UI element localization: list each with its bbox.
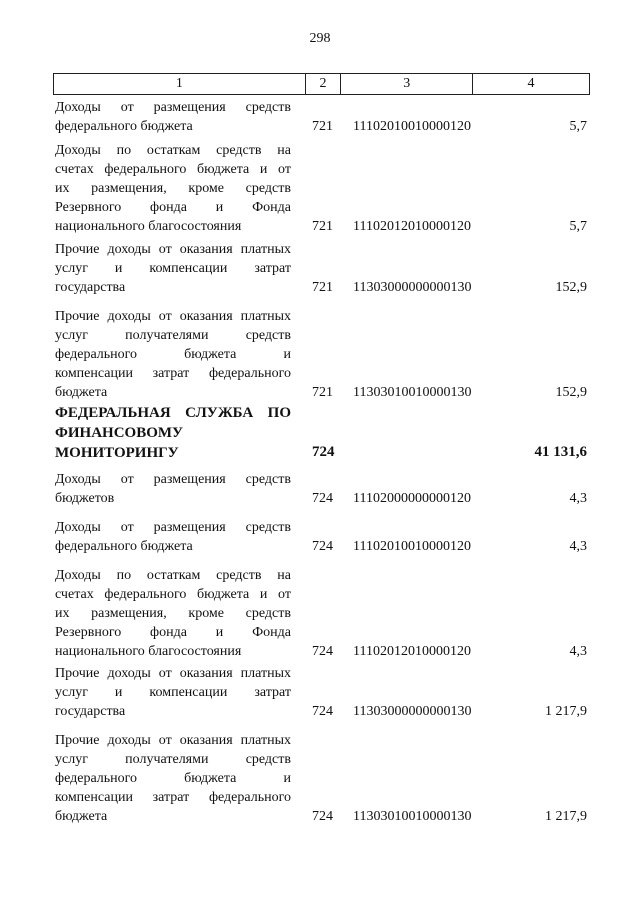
row-name-line: услуг получателями средств	[55, 752, 291, 767]
row-revenue-code: 11303010010000130	[353, 809, 472, 824]
row-revenue-code: 11102012010000120	[353, 219, 471, 234]
row-name-line: Резервного фонда и Фонда	[55, 625, 291, 640]
header-col-3: 3	[341, 74, 473, 94]
row-revenue-code: 11102012010000120	[353, 644, 471, 659]
table-row	[55, 470, 587, 508]
row-name-line: компенсации затрат федерального	[55, 790, 291, 805]
row-revenue-code: 11102010010000120	[353, 119, 471, 134]
row-name-line: федерального бюджета и	[55, 771, 291, 786]
table-row	[55, 98, 587, 136]
row-name-line: Прочие доходы от оказания платных	[55, 666, 291, 681]
row-amount: 1 217,9	[545, 704, 587, 719]
row-name-line: услуг и компенсации затрат	[55, 685, 291, 700]
row-name-line: бюджетов	[55, 491, 115, 506]
row-name	[55, 566, 291, 661]
row-revenue-code: 11303000000000130	[353, 704, 472, 719]
row-name-line: национального благосостояния	[55, 219, 242, 234]
row-name-line: Прочие доходы от оказания платных	[55, 242, 291, 257]
row-amount: 152,9	[555, 280, 587, 295]
row-name-line: Доходы по остаткам средств на	[55, 568, 291, 583]
table-row	[55, 240, 587, 297]
row-name	[55, 240, 291, 297]
row-name	[55, 403, 291, 463]
row-revenue-code: 11102000000000120	[353, 491, 471, 506]
header-col-1: 1	[54, 74, 306, 94]
row-amount: 41 131,6	[534, 444, 587, 460]
row-name-line: Резервного фонда и Фонда	[55, 200, 291, 215]
row-revenue-code: 11303000000000130	[353, 280, 472, 295]
row-name	[55, 731, 291, 826]
row-name-line: федерального бюджета	[55, 539, 193, 554]
row-name-line: бюджета	[55, 385, 108, 400]
row-name-line: Прочие доходы от оказания платных	[55, 309, 291, 324]
row-name	[55, 98, 291, 136]
row-name-line: их размещения, кроме средств	[55, 606, 291, 621]
table-row	[55, 518, 587, 556]
page-number: 298	[309, 31, 331, 46]
row-name-line: федерального бюджета и	[55, 347, 291, 362]
row-name	[55, 470, 291, 508]
row-name-line: счетах федерального бюджета и от	[55, 587, 291, 602]
table-row	[55, 403, 587, 463]
row-name-line: услуг и компенсации затрат	[55, 261, 291, 276]
row-amount: 5,7	[569, 119, 587, 134]
row-name-line: Доходы по остаткам средств на	[55, 143, 291, 158]
row-name-line: Доходы от размещения средств	[55, 520, 291, 535]
row-name	[55, 518, 291, 556]
row-name-line: федерального бюджета	[55, 119, 193, 134]
row-admin-code: 721	[312, 119, 333, 134]
row-admin-code: 724	[312, 644, 333, 659]
row-name-line: счетах федерального бюджета и от	[55, 162, 291, 177]
row-admin-code: 721	[312, 219, 333, 234]
table-row	[55, 141, 587, 236]
row-admin-code: 724	[312, 809, 333, 824]
row-amount: 4,3	[569, 644, 587, 659]
table-row	[55, 307, 587, 402]
row-admin-code: 724	[312, 704, 333, 719]
row-name-line: ФИНАНСОВОМУ	[55, 425, 184, 441]
table-row	[55, 731, 587, 826]
row-name	[55, 664, 291, 721]
row-name-line: национального благосостояния	[55, 644, 242, 659]
table-row	[55, 566, 587, 661]
header-col-4: 4	[527, 76, 535, 91]
row-name-line: компенсации затрат федерального	[55, 366, 291, 381]
row-name-line: Доходы от размещения средств	[55, 472, 291, 487]
table-header	[53, 73, 590, 95]
row-name-line: государства	[55, 704, 126, 719]
row-revenue-code: 11303010010000130	[353, 385, 472, 400]
row-admin-code: 724	[312, 491, 333, 506]
row-name-line: МОНИТОРИНГУ	[55, 445, 179, 461]
table-row	[55, 664, 587, 721]
row-amount: 4,3	[569, 491, 587, 506]
header-col-2: 2	[306, 74, 342, 94]
row-name	[55, 307, 291, 402]
row-name	[55, 141, 291, 236]
row-amount: 4,3	[569, 539, 587, 554]
row-name-line: бюджета	[55, 809, 108, 824]
row-name-line: государства	[55, 280, 126, 295]
row-name-line: ФЕДЕРАЛЬНАЯ СЛУЖБА ПО	[55, 405, 291, 421]
row-amount: 1 217,9	[545, 809, 587, 824]
row-name-line: услуг получателями средств	[55, 328, 291, 343]
row-name-line: Прочие доходы от оказания платных	[55, 733, 291, 748]
row-revenue-code: 11102010010000120	[353, 539, 471, 554]
row-admin-code: 724	[312, 444, 335, 460]
row-name-line: Доходы от размещения средств	[55, 100, 291, 115]
row-admin-code: 721	[312, 280, 333, 295]
row-admin-code: 724	[312, 539, 333, 554]
row-amount: 5,7	[569, 219, 587, 234]
row-amount: 152,9	[555, 385, 587, 400]
row-name-line: их размещения, кроме средств	[55, 181, 291, 196]
row-admin-code: 721	[312, 385, 333, 400]
